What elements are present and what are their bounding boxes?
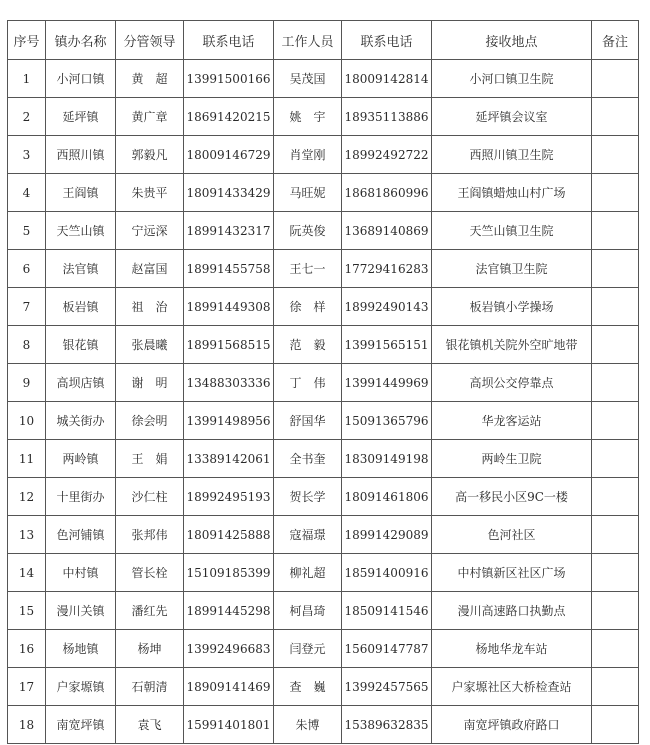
table-row xyxy=(8,440,639,478)
cell-staff-phone: 13991565151 xyxy=(342,326,432,364)
cell-staff-phone: 13991449969 xyxy=(342,364,432,402)
cell-staff-phone: 18591400916 xyxy=(342,554,432,592)
cell-location: 小河口镇卫生院 xyxy=(432,60,592,98)
cell-staff: 丁 伟 xyxy=(274,364,342,402)
cell-staff: 王七一 xyxy=(274,250,342,288)
cell-leader: 张晨曦 xyxy=(116,326,184,364)
cell-leader-phone: 13389142061 xyxy=(184,440,274,478)
header-remarks: 备注 xyxy=(592,21,639,60)
cell-index: 6 xyxy=(8,250,46,288)
cell-leader-phone: 13991498956 xyxy=(184,402,274,440)
cell-town: 十里街办 xyxy=(46,478,116,516)
cell-remarks xyxy=(592,174,639,212)
cell-location: 两岭生卫院 xyxy=(432,440,592,478)
table-row xyxy=(8,402,639,440)
table-row xyxy=(8,212,639,250)
cell-index: 18 xyxy=(8,706,46,744)
cell-staff-phone: 15091365796 xyxy=(342,402,432,440)
cell-leader: 袁飞 xyxy=(116,706,184,744)
cell-index: 11 xyxy=(8,440,46,478)
cell-remarks xyxy=(592,592,639,630)
header-location: 接收地点 xyxy=(432,21,592,60)
cell-remarks xyxy=(592,440,639,478)
cell-town: 漫川关镇 xyxy=(46,592,116,630)
cell-town: 色河铺镇 xyxy=(46,516,116,554)
cell-index: 16 xyxy=(8,630,46,668)
table-row xyxy=(8,250,639,288)
cell-town: 王阎镇 xyxy=(46,174,116,212)
cell-town: 银花镇 xyxy=(46,326,116,364)
cell-index: 8 xyxy=(8,326,46,364)
cell-leader: 石朝清 xyxy=(116,668,184,706)
cell-leader: 王 娟 xyxy=(116,440,184,478)
cell-location: 天竺山镇卫生院 xyxy=(432,212,592,250)
cell-location: 王阎镇蜡烛山村广场 xyxy=(432,174,592,212)
cell-index: 1 xyxy=(8,60,46,98)
cell-staff: 肖堂刚 xyxy=(274,136,342,174)
table-row xyxy=(8,288,639,326)
cell-location: 漫川高速路口执勤点 xyxy=(432,592,592,630)
cell-staff: 姚 宇 xyxy=(274,98,342,136)
cell-town: 南宽坪镇 xyxy=(46,706,116,744)
cell-index: 14 xyxy=(8,554,46,592)
cell-location: 高一移民小区9C一楼 xyxy=(432,478,592,516)
cell-index: 10 xyxy=(8,402,46,440)
table-header xyxy=(8,21,639,60)
cell-index: 2 xyxy=(8,98,46,136)
table-row xyxy=(8,364,639,402)
cell-location: 南宽坪镇政府路口 xyxy=(432,706,592,744)
cell-index: 12 xyxy=(8,478,46,516)
cell-staff: 舒国华 xyxy=(274,402,342,440)
table-row xyxy=(8,326,639,364)
cell-index: 4 xyxy=(8,174,46,212)
cell-location: 西照川镇卫生院 xyxy=(432,136,592,174)
cell-index: 15 xyxy=(8,592,46,630)
cell-staff-phone: 18991429089 xyxy=(342,516,432,554)
cell-staff-phone: 18091461806 xyxy=(342,478,432,516)
cell-staff: 阮英俊 xyxy=(274,212,342,250)
cell-remarks xyxy=(592,364,639,402)
table-row xyxy=(8,136,639,174)
cell-location: 华龙客运站 xyxy=(432,402,592,440)
cell-remarks xyxy=(592,326,639,364)
cell-remarks xyxy=(592,98,639,136)
cell-staff: 全书奎 xyxy=(274,440,342,478)
cell-staff-phone: 18681860996 xyxy=(342,174,432,212)
cell-leader: 祖 治 xyxy=(116,288,184,326)
cell-location: 色河社区 xyxy=(432,516,592,554)
cell-leader: 郭毅凡 xyxy=(116,136,184,174)
table-row xyxy=(8,630,639,668)
cell-remarks xyxy=(592,288,639,326)
cell-staff: 查 巍 xyxy=(274,668,342,706)
cell-index: 5 xyxy=(8,212,46,250)
cell-town: 杨地镇 xyxy=(46,630,116,668)
cell-leader-phone: 13992496683 xyxy=(184,630,274,668)
cell-staff-phone: 15609147787 xyxy=(342,630,432,668)
cell-town: 中村镇 xyxy=(46,554,116,592)
cell-leader: 杨坤 xyxy=(116,630,184,668)
cell-staff: 马旺妮 xyxy=(274,174,342,212)
cell-town: 两岭镇 xyxy=(46,440,116,478)
cell-staff: 柯昌琦 xyxy=(274,592,342,630)
header-leader-phone: 联系电话 xyxy=(184,21,274,60)
table-row xyxy=(8,592,639,630)
cell-staff-phone: 18309149198 xyxy=(342,440,432,478)
cell-staff-phone: 13992457565 xyxy=(342,668,432,706)
table-row xyxy=(8,516,639,554)
cell-leader: 谢 明 xyxy=(116,364,184,402)
cell-town: 西照川镇 xyxy=(46,136,116,174)
cell-leader-phone: 15991401801 xyxy=(184,706,274,744)
cell-staff: 范 毅 xyxy=(274,326,342,364)
cell-leader: 赵富国 xyxy=(116,250,184,288)
cell-leader-phone: 18991449308 xyxy=(184,288,274,326)
cell-location: 板岩镇小学操场 xyxy=(432,288,592,326)
cell-remarks xyxy=(592,212,639,250)
cell-leader: 宁远深 xyxy=(116,212,184,250)
table-row xyxy=(8,554,639,592)
cell-location: 法官镇卫生院 xyxy=(432,250,592,288)
cell-town: 城关街办 xyxy=(46,402,116,440)
cell-remarks xyxy=(592,630,639,668)
cell-staff-phone: 13689140869 xyxy=(342,212,432,250)
cell-remarks xyxy=(592,478,639,516)
cell-leader-phone: 18091425888 xyxy=(184,516,274,554)
cell-town: 高坝店镇 xyxy=(46,364,116,402)
table-body xyxy=(8,60,639,744)
cell-staff-phone: 18509141546 xyxy=(342,592,432,630)
contact-table xyxy=(7,20,639,744)
cell-staff-phone: 18992490143 xyxy=(342,288,432,326)
cell-staff-phone: 15389632835 xyxy=(342,706,432,744)
cell-index: 7 xyxy=(8,288,46,326)
cell-remarks xyxy=(592,516,639,554)
cell-staff: 寇福璟 xyxy=(274,516,342,554)
cell-staff: 柳礼超 xyxy=(274,554,342,592)
header-index: 序号 xyxy=(8,21,46,60)
cell-town: 天竺山镇 xyxy=(46,212,116,250)
cell-leader: 沙仁柱 xyxy=(116,478,184,516)
cell-leader-phone: 18691420215 xyxy=(184,98,274,136)
cell-leader: 徐会明 xyxy=(116,402,184,440)
cell-staff: 闫登元 xyxy=(274,630,342,668)
cell-location: 高坝公交停靠点 xyxy=(432,364,592,402)
cell-leader-phone: 13488303336 xyxy=(184,364,274,402)
table-row xyxy=(8,668,639,706)
cell-leader-phone: 18991568515 xyxy=(184,326,274,364)
cell-town: 延坪镇 xyxy=(46,98,116,136)
cell-remarks xyxy=(592,136,639,174)
cell-index: 3 xyxy=(8,136,46,174)
cell-location: 杨地华龙车站 xyxy=(432,630,592,668)
cell-town: 板岩镇 xyxy=(46,288,116,326)
cell-remarks xyxy=(592,250,639,288)
cell-leader-phone: 18992495193 xyxy=(184,478,274,516)
cell-index: 9 xyxy=(8,364,46,402)
cell-town: 法官镇 xyxy=(46,250,116,288)
cell-staff-phone: 18935113886 xyxy=(342,98,432,136)
cell-leader-phone: 15109185399 xyxy=(184,554,274,592)
cell-leader: 张邦伟 xyxy=(116,516,184,554)
cell-leader: 管长栓 xyxy=(116,554,184,592)
cell-leader-phone: 18091433429 xyxy=(184,174,274,212)
cell-location: 延坪镇会议室 xyxy=(432,98,592,136)
cell-leader: 朱贵平 xyxy=(116,174,184,212)
cell-leader: 黄 超 xyxy=(116,60,184,98)
cell-staff-phone: 18009142814 xyxy=(342,60,432,98)
cell-leader: 黄广章 xyxy=(116,98,184,136)
table-row xyxy=(8,60,639,98)
cell-staff: 吴茂国 xyxy=(274,60,342,98)
header-staff: 工作人员 xyxy=(274,21,342,60)
cell-leader-phone: 18991432317 xyxy=(184,212,274,250)
cell-location: 银花镇机关院外空旷地带 xyxy=(432,326,592,364)
header-leader: 分管领导 xyxy=(116,21,184,60)
table-row xyxy=(8,98,639,136)
cell-staff: 贺长学 xyxy=(274,478,342,516)
cell-leader-phone: 18991445298 xyxy=(184,592,274,630)
cell-staff-phone: 18992492722 xyxy=(342,136,432,174)
cell-remarks xyxy=(592,706,639,744)
cell-remarks xyxy=(592,668,639,706)
cell-town: 小河口镇 xyxy=(46,60,116,98)
cell-staff: 朱博 xyxy=(274,706,342,744)
cell-town: 户家塬镇 xyxy=(46,668,116,706)
cell-index: 13 xyxy=(8,516,46,554)
cell-remarks xyxy=(592,60,639,98)
cell-leader-phone: 18909141469 xyxy=(184,668,274,706)
cell-leader: 潘红先 xyxy=(116,592,184,630)
cell-staff: 徐 样 xyxy=(274,288,342,326)
cell-leader-phone: 18991455758 xyxy=(184,250,274,288)
cell-leader-phone: 18009146729 xyxy=(184,136,274,174)
table-row xyxy=(8,174,639,212)
table-row xyxy=(8,706,639,744)
cell-location: 中村镇新区社区广场 xyxy=(432,554,592,592)
cell-staff-phone: 17729416283 xyxy=(342,250,432,288)
cell-remarks xyxy=(592,554,639,592)
cell-leader-phone: 13991500166 xyxy=(184,60,274,98)
cell-remarks xyxy=(592,402,639,440)
header-staff-phone: 联系电话 xyxy=(342,21,432,60)
header-town: 镇办名称 xyxy=(46,21,116,60)
cell-location: 户家塬社区大桥检查站 xyxy=(432,668,592,706)
table-row xyxy=(8,478,639,516)
cell-index: 17 xyxy=(8,668,46,706)
